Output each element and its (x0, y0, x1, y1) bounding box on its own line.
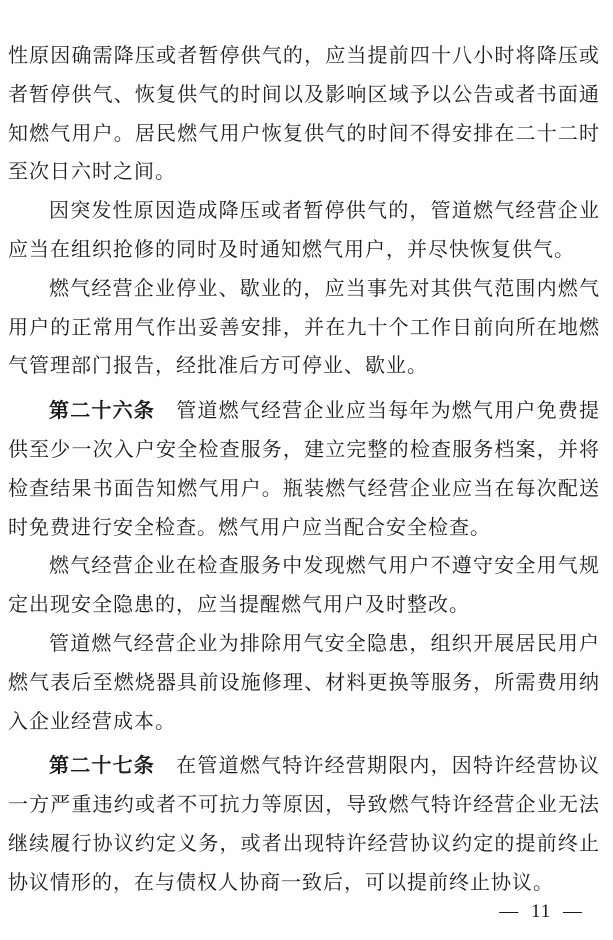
text-line (8, 664, 600, 703)
text-line (8, 703, 600, 742)
text-segment: 因突发性原因造成降压或者暂停供气的，管道燃气经营企业 (49, 200, 600, 223)
text-segment: 性原因确需降压或者暂停供气的，应当提前四十八小时将降压或 (8, 45, 600, 67)
text-line (8, 392, 600, 431)
text-segment: 协议情形的，在与债权人协商一致后，可以提前终止协议。 (8, 871, 554, 894)
text-line (8, 786, 600, 825)
text-segment: 知燃气用户。居民燃气用户恢复供气的时间不得安排在二十二时 (8, 122, 600, 145)
text-segment: 气管理部门报告，经批准后方可停业、歇业。 (8, 355, 428, 378)
text-line (8, 747, 600, 786)
text-line (8, 231, 600, 270)
text-segment: 燃气表后至燃烧器具前设施修理、材料更换等服务，所需费用纳 (8, 671, 600, 694)
text-line (8, 547, 600, 586)
text-segment: 定出现安全隐患的，应当提醒燃气用户及时整改。 (8, 594, 470, 617)
document-text (8, 37, 600, 903)
text-segment: 燃气经营企业在检查服务中发现燃气用户不遵守安全用气规 (49, 555, 600, 578)
text-line (8, 470, 600, 509)
text-segment: 入企业经营成本。 (8, 710, 176, 733)
text-line (8, 115, 600, 154)
text-line (8, 192, 600, 231)
text-segment: 应当在组织抢修的同时及时通知燃气用户，并尽快恢复供气。 (8, 238, 575, 261)
text-line (8, 625, 600, 664)
text-segment: 供至少一次入户安全检查服务，建立完整的检查服务档案，并将 (8, 438, 600, 461)
article-number: 第二十七条 (49, 755, 155, 778)
text-line (8, 431, 600, 470)
text-line (8, 864, 600, 903)
text-line (8, 309, 600, 348)
text-line (8, 347, 600, 386)
text-segment: 者暂停供气、恢复供气的时间以及影响区域予以公告或者书面通 (8, 83, 600, 106)
text-segment: 在管道燃气特许经营期限内，因特许经营协议 (155, 755, 600, 778)
text-segment: 检查结果书面告知燃气用户。瓶装燃气经营企业应当在每次配送 (8, 477, 600, 500)
text-line (8, 586, 600, 625)
text-segment: 管道燃气经营企业为排除用气安全隐患，组织开展居民用户 (49, 632, 600, 655)
text-line (8, 270, 600, 309)
text-line (8, 825, 600, 864)
text-segment: 继续履行协议约定义务，或者出现特许经营协议约定的提前终止 (8, 832, 600, 855)
page-number: — 11 — (499, 901, 583, 922)
text-segment: 时免费进行安全检查。燃气用户应当配合安全检查。 (8, 516, 491, 539)
text-line (8, 153, 600, 192)
text-segment: 至次日六时之间。 (8, 161, 176, 184)
text-segment: 管道燃气经营企业应当每年为燃气用户免费提 (155, 400, 600, 423)
text-line (8, 76, 600, 115)
text-segment: 燃气经营企业停业、歇业的，应当事先对其供气范围内燃气 (49, 277, 600, 300)
text-segment: 用户的正常用气作出妥善安排，并在九十个工作日前向所在地燃 (8, 316, 600, 339)
text-segment: 一方严重违约或者不可抗力等原因，导致燃气特许经营企业无法 (8, 794, 600, 817)
article-number: 第二十六条 (49, 400, 155, 423)
text-line (8, 509, 600, 548)
text-line (8, 37, 600, 76)
